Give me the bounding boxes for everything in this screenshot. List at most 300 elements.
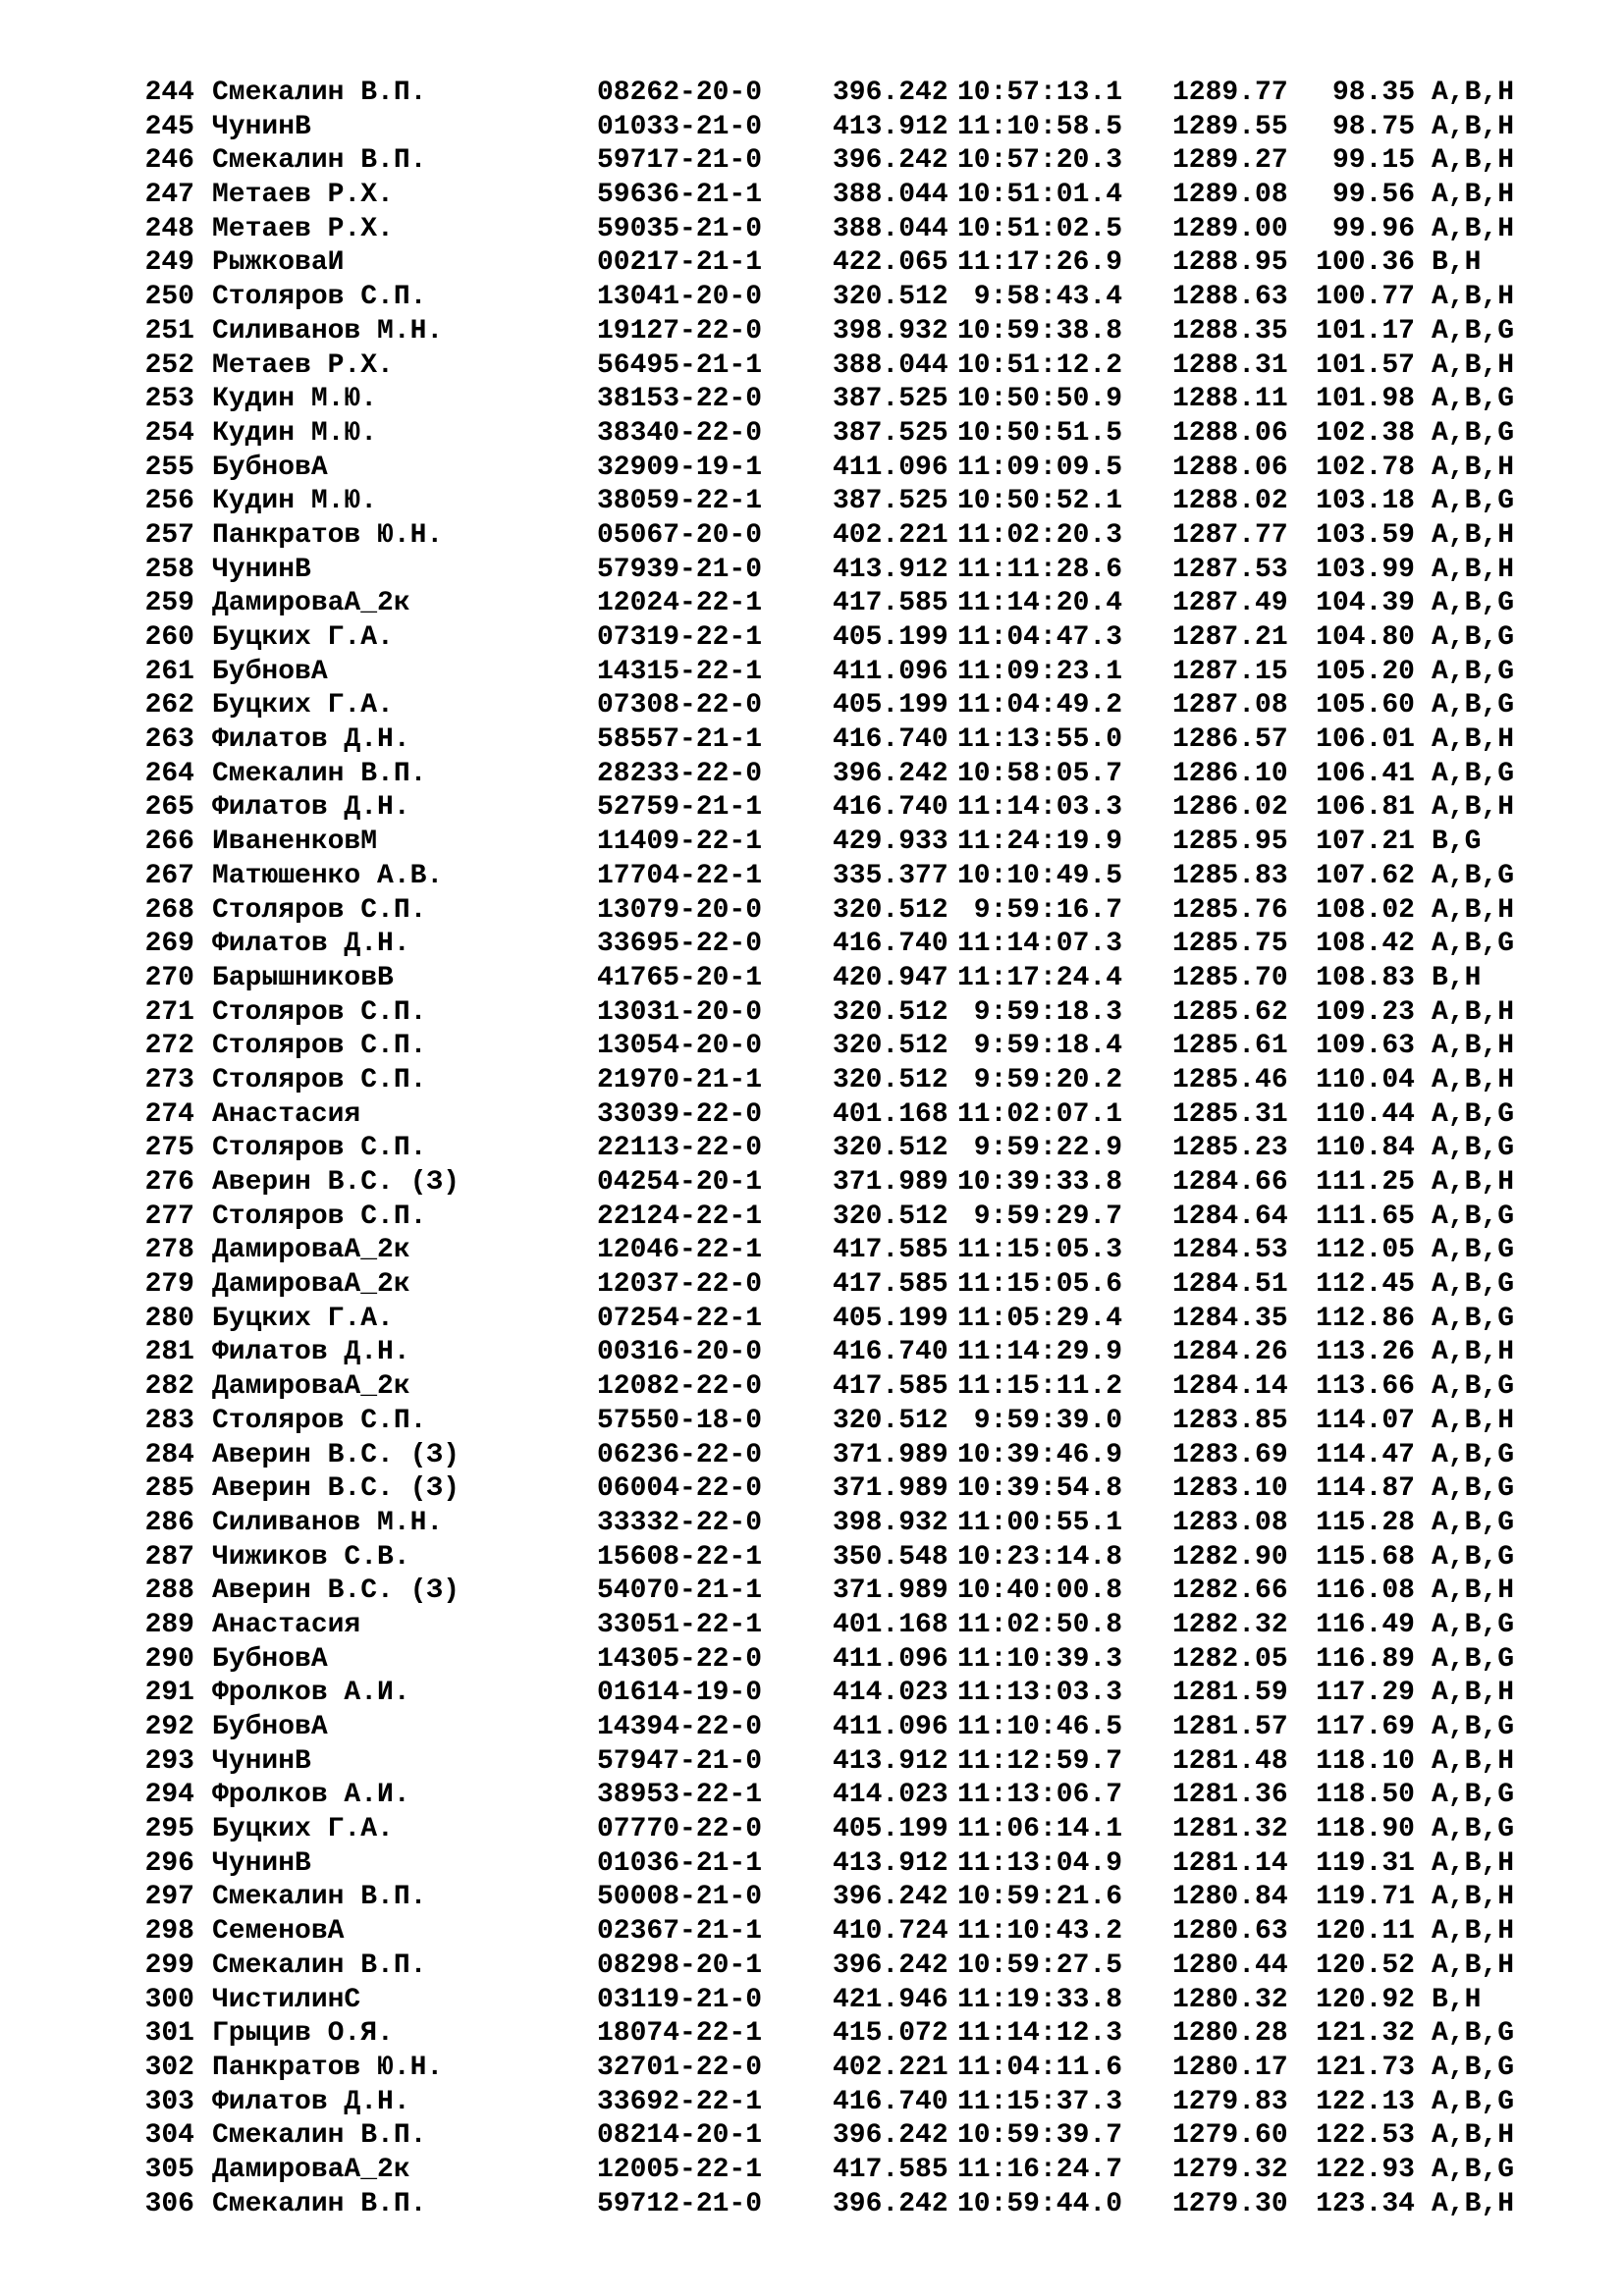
flags: A,B,H	[1432, 282, 1515, 313]
participant-name: Смекалин В.П.	[212, 145, 427, 177]
row-number: 253	[144, 384, 194, 415]
distance: 411.096	[833, 452, 948, 483]
flags: A,B,H	[1432, 554, 1515, 585]
participant-name: Панкратов Ю.Н.	[212, 519, 444, 551]
points: 118.50	[1316, 1780, 1415, 1811]
row-number: 245	[144, 111, 194, 142]
arrival-time: 10:57:20.3	[956, 145, 1122, 177]
flags: A,B,G	[1432, 588, 1515, 619]
speed: 1287.77	[1172, 519, 1288, 551]
flags: A,B,H	[1432, 724, 1515, 756]
distance: 405.199	[833, 1303, 948, 1334]
participant-name: ЧунинВ	[212, 1745, 311, 1777]
row-number: 289	[144, 1609, 194, 1640]
points: 99.96	[1331, 213, 1415, 244]
participant-name: Буцких Г.А.	[212, 1303, 394, 1334]
speed: 1287.15	[1172, 656, 1288, 687]
points: 117.69	[1316, 1712, 1415, 1742]
flags: A,B,H	[1432, 1882, 1515, 1913]
speed: 1281.32	[1172, 1814, 1288, 1845]
flags: A,B,H	[1432, 1337, 1515, 1368]
flags: A,B,G	[1432, 758, 1515, 789]
participant-name: Аверин В.С. (З)	[212, 1439, 460, 1470]
participant-name: ЧунинВ	[212, 111, 311, 142]
distance: 417.585	[833, 1371, 948, 1403]
ring-id: 57550-18-0	[597, 1405, 763, 1436]
arrival-time: 9:59:16.7	[973, 894, 1122, 926]
row-number: 292	[144, 1712, 194, 1742]
distance: 421.946	[833, 1984, 948, 2015]
arrival-time: 10:39:46.9	[956, 1439, 1122, 1470]
distance: 371.989	[833, 1167, 948, 1198]
distance: 388.044	[833, 213, 948, 244]
row-number: 247	[144, 180, 194, 211]
arrival-time: 11:13:55.0	[956, 724, 1122, 756]
points: 115.68	[1316, 1541, 1415, 1573]
distance: 417.585	[833, 1235, 948, 1266]
points: 112.05	[1316, 1235, 1415, 1266]
points: 116.08	[1316, 1575, 1415, 1607]
participant-name: Метаев Р.Х.	[212, 180, 394, 211]
flags: A,B,G	[1432, 1133, 1515, 1164]
row-number: 265	[144, 792, 194, 824]
flags: A,B,G	[1432, 417, 1515, 449]
distance: 401.168	[833, 1098, 948, 1130]
row-number: 261	[144, 656, 194, 687]
points: 109.63	[1316, 1031, 1415, 1062]
row-number: 306	[144, 2188, 194, 2219]
points: 104.39	[1316, 588, 1415, 619]
row-number: 256	[144, 486, 194, 517]
distance: 413.912	[833, 111, 948, 142]
speed: 1280.84	[1172, 1882, 1288, 1913]
distance: 414.023	[833, 1678, 948, 1709]
flags: A,B,H	[1432, 349, 1515, 381]
points: 99.15	[1331, 145, 1415, 177]
participant-name: Буцких Г.А.	[212, 1814, 394, 1845]
distance: 320.512	[833, 1064, 948, 1095]
row-number: 305	[144, 2154, 194, 2185]
points: 99.56	[1331, 180, 1415, 211]
ring-id: 13031-20-0	[597, 996, 763, 1028]
row-number: 302	[144, 2052, 194, 2083]
speed: 1284.51	[1172, 1269, 1288, 1301]
row-number: 274	[144, 1098, 194, 1130]
distance: 320.512	[833, 1133, 948, 1164]
row-number: 248	[144, 213, 194, 244]
arrival-time: 11:14:20.4	[956, 588, 1122, 619]
arrival-time: 11:13:06.7	[956, 1780, 1122, 1811]
ring-id: 18074-22-1	[597, 2018, 763, 2050]
row-number: 286	[144, 1507, 194, 1538]
speed: 1282.90	[1172, 1541, 1288, 1573]
participant-name: Кудин М.Ю.	[212, 417, 378, 449]
row-number: 262	[144, 690, 194, 721]
arrival-time: 10:51:12.2	[956, 349, 1122, 381]
distance: 396.242	[833, 1949, 948, 1981]
ring-id: 06004-22-0	[597, 1473, 763, 1505]
row-number: 297	[144, 1882, 194, 1913]
flags: B,G	[1432, 827, 1482, 858]
arrival-time: 11:04:47.3	[956, 622, 1122, 653]
participant-name: Метаев Р.Х.	[212, 213, 394, 244]
flags: A,B,G	[1432, 315, 1515, 347]
speed: 1285.62	[1172, 996, 1288, 1028]
ring-id: 14394-22-0	[597, 1712, 763, 1742]
points: 116.49	[1316, 1609, 1415, 1640]
ring-id: 03119-21-0	[597, 1984, 763, 2015]
participant-name: Смекалин В.П.	[212, 1882, 427, 1913]
points: 112.86	[1316, 1303, 1415, 1334]
arrival-time: 9:59:39.0	[973, 1405, 1122, 1436]
participant-name: Столяров С.П.	[212, 1201, 427, 1232]
speed: 1280.17	[1172, 2052, 1288, 2083]
arrival-time: 11:10:39.3	[956, 1643, 1122, 1675]
distance: 411.096	[833, 1643, 948, 1675]
arrival-time: 11:19:33.8	[956, 1984, 1122, 2015]
speed: 1288.95	[1172, 247, 1288, 279]
points: 108.42	[1316, 929, 1415, 960]
participant-name: Столяров С.П.	[212, 1133, 427, 1164]
ring-id: 21970-21-1	[597, 1064, 763, 1095]
ring-id: 12082-22-0	[597, 1371, 763, 1403]
participant-name: Буцких Г.А.	[212, 690, 394, 721]
speed: 1287.53	[1172, 554, 1288, 585]
speed: 1282.66	[1172, 1575, 1288, 1607]
ring-id: 38153-22-0	[597, 384, 763, 415]
flags: A,B,G	[1432, 1712, 1515, 1742]
arrival-time: 11:14:03.3	[956, 792, 1122, 824]
flags: A,B,G	[1432, 1439, 1515, 1470]
ring-id: 33051-22-1	[597, 1609, 763, 1640]
distance: 396.242	[833, 2120, 948, 2152]
row-number: 299	[144, 1949, 194, 1981]
arrival-time: 11:15:05.3	[956, 1235, 1122, 1266]
flags: A,B,G	[1432, 1541, 1515, 1573]
arrival-time: 11:00:55.1	[956, 1507, 1122, 1538]
flags: A,B,G	[1432, 1507, 1515, 1538]
arrival-time: 11:02:07.1	[956, 1098, 1122, 1130]
arrival-time: 10:39:54.8	[956, 1473, 1122, 1505]
flags: A,B,G	[1432, 2086, 1515, 2117]
participant-name: Чижиков С.В.	[212, 1541, 410, 1573]
ring-id: 08298-20-1	[597, 1949, 763, 1981]
distance: 416.740	[833, 929, 948, 960]
row-number: 276	[144, 1167, 194, 1198]
distance: 320.512	[833, 282, 948, 313]
distance: 411.096	[833, 1712, 948, 1742]
points: 101.17	[1316, 315, 1415, 347]
arrival-time: 10:50:50.9	[956, 384, 1122, 415]
distance: 402.221	[833, 2052, 948, 2083]
participant-name: Столяров С.П.	[212, 1064, 427, 1095]
points: 118.90	[1316, 1814, 1415, 1845]
speed: 1280.32	[1172, 1984, 1288, 2015]
distance: 416.740	[833, 1337, 948, 1368]
ring-id: 12046-22-1	[597, 1235, 763, 1266]
participant-name: Смекалин В.П.	[212, 78, 427, 108]
points: 105.60	[1316, 690, 1415, 721]
distance: 396.242	[833, 2188, 948, 2219]
ring-id: 11409-22-1	[597, 827, 763, 858]
speed: 1288.35	[1172, 315, 1288, 347]
arrival-time: 10:50:52.1	[956, 486, 1122, 517]
flags: A,B,G	[1432, 1371, 1515, 1403]
flags: A,B,H	[1432, 1916, 1515, 1948]
points: 121.73	[1316, 2052, 1415, 2083]
arrival-time: 10:10:49.5	[956, 860, 1122, 891]
row-number: 270	[144, 962, 194, 993]
flags: A,B,H	[1432, 452, 1515, 483]
speed: 1288.06	[1172, 417, 1288, 449]
points: 101.57	[1316, 349, 1415, 381]
ring-id: 05067-20-0	[597, 519, 763, 551]
arrival-time: 9:59:20.2	[973, 1064, 1122, 1095]
distance: 405.199	[833, 622, 948, 653]
row-number: 246	[144, 145, 194, 177]
distance: 417.585	[833, 588, 948, 619]
flags: A,B,G	[1432, 1201, 1515, 1232]
distance: 387.525	[833, 384, 948, 415]
ring-id: 14315-22-1	[597, 656, 763, 687]
speed: 1288.06	[1172, 452, 1288, 483]
speed: 1289.55	[1172, 111, 1288, 142]
speed: 1283.10	[1172, 1473, 1288, 1505]
points: 103.59	[1316, 519, 1415, 551]
flags: A,B,H	[1432, 2188, 1515, 2219]
ring-id: 41765-20-1	[597, 962, 763, 993]
row-number: 255	[144, 452, 194, 483]
flags: A,B,G	[1432, 1780, 1515, 1811]
ring-id: 59035-21-0	[597, 213, 763, 244]
points: 105.20	[1316, 656, 1415, 687]
participant-name: Силиванов М.Н.	[212, 315, 444, 347]
ring-id: 32701-22-0	[597, 2052, 763, 2083]
row-number: 272	[144, 1031, 194, 1062]
flags: A,B,H	[1432, 180, 1515, 211]
points: 111.65	[1316, 1201, 1415, 1232]
row-number: 291	[144, 1678, 194, 1709]
points: 103.99	[1316, 554, 1415, 585]
arrival-time: 11:15:37.3	[956, 2086, 1122, 2117]
distance: 413.912	[833, 554, 948, 585]
arrival-time: 9:59:22.9	[973, 1133, 1122, 1164]
ring-id: 32909-19-1	[597, 452, 763, 483]
distance: 398.932	[833, 315, 948, 347]
points: 122.93	[1316, 2154, 1415, 2185]
speed: 1281.14	[1172, 1847, 1288, 1879]
flags: A,B,G	[1432, 656, 1515, 687]
distance: 320.512	[833, 996, 948, 1028]
speed: 1281.48	[1172, 1745, 1288, 1777]
speed: 1285.70	[1172, 962, 1288, 993]
flags: A,B,G	[1432, 486, 1515, 517]
points: 98.35	[1331, 78, 1415, 108]
row-number: 259	[144, 588, 194, 619]
speed: 1288.02	[1172, 486, 1288, 517]
distance: 402.221	[833, 519, 948, 551]
flags: A,B,H	[1432, 894, 1515, 926]
points: 119.31	[1316, 1847, 1415, 1879]
participant-name: Филатов Д.Н.	[212, 2086, 410, 2117]
flags: A,B,H	[1432, 145, 1515, 177]
arrival-time: 11:09:23.1	[956, 656, 1122, 687]
arrival-time: 11:13:03.3	[956, 1678, 1122, 1709]
arrival-time: 10:40:00.8	[956, 1575, 1122, 1607]
flags: A,B,H	[1432, 1064, 1515, 1095]
ring-id: 01036-21-1	[597, 1847, 763, 1879]
arrival-time: 11:06:14.1	[956, 1814, 1122, 1845]
row-number: 257	[144, 519, 194, 551]
flags: A,B,H	[1432, 2120, 1515, 2152]
flags: A,B,H	[1432, 519, 1515, 551]
points: 108.02	[1316, 894, 1415, 926]
flags: A,B,G	[1432, 1269, 1515, 1301]
speed: 1284.66	[1172, 1167, 1288, 1198]
row-number: 277	[144, 1201, 194, 1232]
ring-id: 13054-20-0	[597, 1031, 763, 1062]
speed: 1289.08	[1172, 180, 1288, 211]
points: 116.89	[1316, 1643, 1415, 1675]
participant-name: Смекалин В.П.	[212, 2120, 427, 2152]
arrival-time: 10:50:51.5	[956, 417, 1122, 449]
participant-name: Грыцив О.Я.	[212, 2018, 394, 2050]
distance: 387.525	[833, 417, 948, 449]
flags: A,B,H	[1432, 1949, 1515, 1981]
speed: 1283.69	[1172, 1439, 1288, 1470]
arrival-time: 11:02:50.8	[956, 1609, 1122, 1640]
participant-name: Столяров С.П.	[212, 894, 427, 926]
flags: A,B,H	[1432, 1405, 1515, 1436]
arrival-time: 11:13:04.9	[956, 1847, 1122, 1879]
ring-id: 50008-21-0	[597, 1882, 763, 1913]
ring-id: 59636-21-1	[597, 180, 763, 211]
points: 108.83	[1316, 962, 1415, 993]
ring-id: 08262-20-0	[597, 78, 763, 108]
ring-id: 59717-21-0	[597, 145, 763, 177]
points: 102.38	[1316, 417, 1415, 449]
speed: 1285.76	[1172, 894, 1288, 926]
participant-name: Фролков А.И.	[212, 1678, 410, 1709]
arrival-time: 11:14:07.3	[956, 929, 1122, 960]
row-number: 290	[144, 1643, 194, 1675]
arrival-time: 11:14:29.9	[956, 1337, 1122, 1368]
ring-id: 12005-22-1	[597, 2154, 763, 2185]
speed: 1285.31	[1172, 1098, 1288, 1130]
points: 114.07	[1316, 1405, 1415, 1436]
ring-id: 38953-22-1	[597, 1780, 763, 1811]
row-number: 254	[144, 417, 194, 449]
participant-name: БубновА	[212, 656, 328, 687]
points: 102.78	[1316, 452, 1415, 483]
points: 113.66	[1316, 1371, 1415, 1403]
ring-id: 07308-22-0	[597, 690, 763, 721]
speed: 1280.44	[1172, 1949, 1288, 1981]
distance: 388.044	[833, 349, 948, 381]
ring-id: 56495-21-1	[597, 349, 763, 381]
distance: 320.512	[833, 1201, 948, 1232]
row-number: 287	[144, 1541, 194, 1573]
ring-id: 07770-22-0	[597, 1814, 763, 1845]
ring-id: 52759-21-1	[597, 792, 763, 824]
participant-name: БубновА	[212, 1643, 328, 1675]
ring-id: 54070-21-1	[597, 1575, 763, 1607]
points: 111.25	[1316, 1167, 1415, 1198]
ring-id: 12024-22-1	[597, 588, 763, 619]
points: 107.62	[1316, 860, 1415, 891]
speed: 1282.32	[1172, 1609, 1288, 1640]
ring-id: 22124-22-1	[597, 1201, 763, 1232]
ring-id: 14305-22-0	[597, 1643, 763, 1675]
points: 100.77	[1316, 282, 1415, 313]
flags: A,B,H	[1432, 1678, 1515, 1709]
points: 106.81	[1316, 792, 1415, 824]
participant-name: ДамироваА_2к	[212, 1371, 410, 1403]
ring-id: 15608-22-1	[597, 1541, 763, 1573]
arrival-time: 10:23:14.8	[956, 1541, 1122, 1573]
arrival-time: 11:16:24.7	[956, 2154, 1122, 2185]
speed: 1284.26	[1172, 1337, 1288, 1368]
distance: 429.933	[833, 827, 948, 858]
arrival-time: 11:17:26.9	[956, 247, 1122, 279]
row-number: 263	[144, 724, 194, 756]
ring-id: 01033-21-0	[597, 111, 763, 142]
speed: 1279.60	[1172, 2120, 1288, 2152]
flags: A,B,G	[1432, 1814, 1515, 1845]
participant-name: Филатов Д.Н.	[212, 1337, 410, 1368]
speed: 1289.00	[1172, 213, 1288, 244]
arrival-time: 11:24:19.9	[956, 827, 1122, 858]
participant-name: БубновА	[212, 1712, 328, 1742]
distance: 413.912	[833, 1745, 948, 1777]
points: 114.87	[1316, 1473, 1415, 1505]
ring-id: 57939-21-0	[597, 554, 763, 585]
distance: 396.242	[833, 145, 948, 177]
speed: 1287.49	[1172, 588, 1288, 619]
speed: 1281.59	[1172, 1678, 1288, 1709]
row-number: 298	[144, 1916, 194, 1948]
speed: 1287.21	[1172, 622, 1288, 653]
flags: A,B,G	[1432, 1643, 1515, 1675]
points: 117.29	[1316, 1678, 1415, 1709]
flags: A,B,G	[1432, 2154, 1515, 2185]
distance: 414.023	[833, 1780, 948, 1811]
points: 107.21	[1316, 827, 1415, 858]
ring-id: 04254-20-1	[597, 1167, 763, 1198]
distance: 416.740	[833, 2086, 948, 2117]
flags: A,B,G	[1432, 1235, 1515, 1266]
row-number: 281	[144, 1337, 194, 1368]
arrival-time: 11:11:28.6	[956, 554, 1122, 585]
distance: 415.072	[833, 2018, 948, 2050]
row-number: 282	[144, 1371, 194, 1403]
participant-name: ДамироваА_2к	[212, 1269, 410, 1301]
arrival-time: 11:05:29.4	[956, 1303, 1122, 1334]
ring-id: 08214-20-1	[597, 2120, 763, 2152]
speed: 1283.08	[1172, 1507, 1288, 1538]
row-number: 271	[144, 996, 194, 1028]
row-number: 269	[144, 929, 194, 960]
points: 109.23	[1316, 996, 1415, 1028]
distance: 396.242	[833, 1882, 948, 1913]
flags: A,B,H	[1432, 1745, 1515, 1777]
participant-name: ЧистилинС	[212, 1984, 361, 2015]
flags: A,B,G	[1432, 860, 1515, 891]
participant-name: Аверин В.С. (З)	[212, 1575, 460, 1607]
flags: A,B,H	[1432, 792, 1515, 824]
speed: 1284.53	[1172, 1235, 1288, 1266]
flags: A,B,G	[1432, 1098, 1515, 1130]
